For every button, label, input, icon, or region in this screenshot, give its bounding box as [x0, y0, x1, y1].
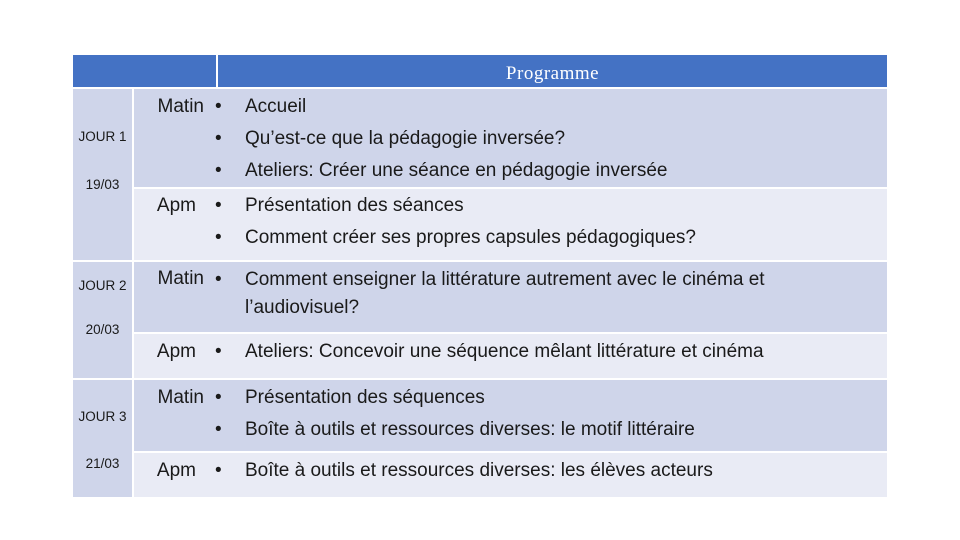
period-label: Matin	[157, 268, 204, 289]
table-header-blank-cell	[73, 55, 216, 87]
period-label: Matin	[157, 387, 204, 408]
list-item: • Accueil	[213, 91, 873, 123]
day-date: 20/03	[85, 322, 120, 337]
activity-list	[213, 190, 873, 254]
list-item: • Boîte à outils et ressources diverses: les élèves acteurs	[213, 455, 873, 487]
list-item: • Présentation des séances	[213, 190, 873, 222]
period-label: Apm	[156, 341, 196, 362]
day-label: JOUR 1	[78, 129, 127, 144]
day-date: 19/03	[85, 177, 120, 192]
table-header-cell	[218, 55, 887, 87]
activity-list	[213, 382, 873, 446]
activity-list	[213, 91, 873, 187]
day-cell-1	[73, 89, 132, 260]
list-item: • Présentation des séquences	[213, 382, 873, 414]
period-label: Apm	[156, 195, 196, 216]
activity-list	[213, 455, 873, 487]
day-cell-3	[73, 380, 132, 497]
day-date: 21/03	[85, 456, 120, 471]
activity-list	[213, 266, 853, 322]
period-label: Apm	[156, 460, 196, 481]
list-item: • Ateliers: Créer une séance en pédagogie inversée	[213, 155, 873, 187]
day-label: JOUR 2	[78, 278, 127, 293]
list-item: • Boîte à outils et ressources diverses: le motif littéraire	[213, 414, 873, 446]
activity-list	[213, 336, 873, 368]
list-item: • Ateliers: Concevoir une séquence mêlant littérature et cinéma	[213, 336, 873, 368]
list-item: • Comment créer ses propres capsules pédagogiques?	[213, 222, 873, 254]
period-label: Matin	[157, 96, 204, 117]
list-item: • Qu’est-ce que la pédagogie inversée?	[213, 123, 873, 155]
list-item: • Comment enseigner la littérature autrement avec le cinéma et l’audiovisuel?	[213, 266, 853, 322]
table-title: Programme	[505, 63, 600, 84]
day-label: JOUR 3	[78, 409, 127, 424]
